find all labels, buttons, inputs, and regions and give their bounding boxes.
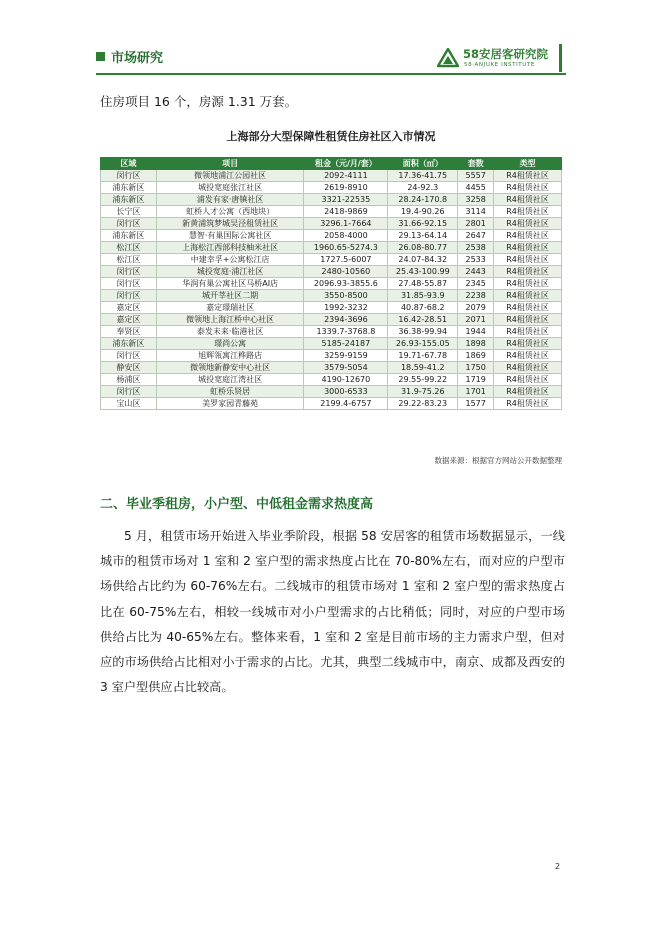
cell-project: 城投宽庭张江社区 (156, 182, 304, 194)
cell-district: 嘉定区 (101, 314, 157, 326)
cell-type: R4租赁社区 (494, 338, 562, 350)
table-row (101, 194, 562, 206)
cell-area: 19.4-90.26 (388, 206, 458, 218)
cell-area: 26.08-80.77 (388, 242, 458, 254)
cell-district: 闵行区 (101, 386, 157, 398)
table-row (101, 242, 562, 254)
cell-rent: 1992-3232 (304, 302, 388, 314)
cell-rent: 3000-6533 (304, 386, 388, 398)
cell-rent: 2418-9869 (304, 206, 388, 218)
cell-type: R4租赁社区 (494, 242, 562, 254)
cell-type: R4租赁社区 (494, 218, 562, 230)
cell-units: 2538 (458, 242, 494, 254)
cell-district: 松江区 (101, 242, 157, 254)
cell-units: 1701 (458, 386, 494, 398)
cell-district: 浦东新区 (101, 194, 157, 206)
cell-type: R4租赁社区 (494, 302, 562, 314)
section-body (100, 524, 565, 700)
column-header-units: 套数 (458, 158, 494, 170)
cell-area: 26.93-155.05 (388, 338, 458, 350)
cell-area: 25.43-100.99 (388, 266, 458, 278)
cell-type: R4租赁社区 (494, 362, 562, 374)
cell-units: 1577 (458, 398, 494, 410)
cell-type: R4租赁社区 (494, 230, 562, 242)
cell-type: R4租赁社区 (494, 266, 562, 278)
cell-district: 宝山区 (101, 398, 157, 410)
cell-district: 闵行区 (101, 278, 157, 290)
cell-project: 上海松江西部科技柚米社区 (156, 242, 304, 254)
table-row (101, 386, 562, 398)
cell-district: 嘉定区 (101, 302, 157, 314)
cell-units: 2079 (458, 302, 494, 314)
cell-type: R4租赁社区 (494, 290, 562, 302)
column-header-project: 项目 (156, 158, 304, 170)
cell-area: 28.24-170.8 (388, 194, 458, 206)
table-row (101, 278, 562, 290)
cell-units: 4455 (458, 182, 494, 194)
logo-text-en: 58·ANJUKE INSTITUTE (464, 62, 535, 68)
cell-type: R4租赁社区 (494, 254, 562, 266)
cell-district: 闵行区 (101, 170, 157, 182)
cell-type: R4租赁社区 (494, 182, 562, 194)
cell-area: 27.48-55.87 (388, 278, 458, 290)
cell-district: 松江区 (101, 254, 157, 266)
cell-area: 29.13-64.14 (388, 230, 458, 242)
cell-district: 闵行区 (101, 350, 157, 362)
cell-district: 浦东新区 (101, 338, 157, 350)
cell-rent: 1727.5-6007 (304, 254, 388, 266)
cell-units: 2345 (458, 278, 494, 290)
cell-rent: 2394-3696 (304, 314, 388, 326)
cell-rent: 2199.4-6757 (304, 398, 388, 410)
cell-project: 城投宽庭江湾社区 (156, 374, 304, 386)
column-header-rent: 租金（元/月/套） (304, 158, 388, 170)
table-row (101, 170, 562, 182)
cell-project: 城投宽庭·浦江社区 (156, 266, 304, 278)
cell-units: 1898 (458, 338, 494, 350)
cell-district: 浦东新区 (101, 230, 157, 242)
cell-rent: 5185-24187 (304, 338, 388, 350)
cell-district: 奉贤区 (101, 326, 157, 338)
cell-district: 杨浦区 (101, 374, 157, 386)
cell-rent: 2092-4111 (304, 170, 388, 182)
table-row (101, 398, 562, 410)
cell-units: 1750 (458, 362, 494, 374)
cell-project: 虹桥乐贤居 (156, 386, 304, 398)
cell-district: 浦东新区 (101, 182, 157, 194)
cell-area: 31.66-92.15 (388, 218, 458, 230)
cell-project: 嘉定璟瑞社区 (156, 302, 304, 314)
cell-units: 3258 (458, 194, 494, 206)
cell-area: 16.42-28.51 (388, 314, 458, 326)
cell-project: 泰发未来·临港社区 (156, 326, 304, 338)
page-header (96, 44, 566, 76)
cell-district: 闵行区 (101, 290, 157, 302)
header-square-icon (96, 52, 105, 61)
cell-project: 虹桥人才公寓（西地块） (156, 206, 304, 218)
body-paragraph: 5 月，租赁市场开始进入毕业季阶段，根据 58 安居客的租赁市场数据显示，一线城市的租赁市场对 1 室和 2 室户型的需求热度占比在 70-80%左右，而对应的户型市场供给占比约为 60-76%左右。二线城市的租赁市场对 1 室和 2 室户型的需求热度占比在 60-75%左右，相较一线城市对小户型需求的占比稍低；同时，对应的户型市场供给占比为 40-65%左右。整体来看，1 室和 2 室是目前市场的主力需求户型，但对应的市场供给占比相对小于需求的占比。尤其，典型二线城市中，南京、成都及西安的 3 室户型供应占比较高。 (100, 529, 565, 695)
cell-area: 17.36-41.75 (388, 170, 458, 182)
section-heading: 二、毕业季租房，小户型、中低租金需求热度高 (100, 497, 374, 512)
cell-district: 闵行区 (101, 218, 157, 230)
cell-units: 2533 (458, 254, 494, 266)
cell-type: R4租赁社区 (494, 314, 562, 326)
cell-type: R4租赁社区 (494, 326, 562, 338)
cell-type: R4租赁社区 (494, 194, 562, 206)
header-title: 市场研究 (111, 51, 164, 66)
cell-rent: 4190-12670 (304, 374, 388, 386)
cell-rent: 2619-8910 (304, 182, 388, 194)
cell-rent: 1339.7-3768.8 (304, 326, 388, 338)
cell-project: 微领地新静安中心社区 (156, 362, 304, 374)
table-row (101, 374, 562, 386)
cell-units: 2801 (458, 218, 494, 230)
cell-type: R4租赁社区 (494, 386, 562, 398)
table-title: 上海部分大型保障性租赁住房社区入市情况 (226, 130, 436, 143)
cell-type: R4租赁社区 (494, 374, 562, 386)
cell-district: 长宁区 (101, 206, 157, 218)
cell-type: R4租赁社区 (494, 278, 562, 290)
cell-rent: 2480-10560 (304, 266, 388, 278)
table-header-row (101, 158, 562, 170)
table-row (101, 314, 562, 326)
cell-type: R4租赁社区 (494, 170, 562, 182)
cell-units: 1869 (458, 350, 494, 362)
table-row (101, 338, 562, 350)
column-header-type: 类型 (494, 158, 562, 170)
cell-units: 5557 (458, 170, 494, 182)
cell-rent: 3579-5054 (304, 362, 388, 374)
cell-area: 29.22-83.23 (388, 398, 458, 410)
table-row (101, 290, 562, 302)
table-row (101, 362, 562, 374)
data-source-note: 数据来源：根据官方网站公开数据整理 (434, 456, 562, 465)
cell-units: 1719 (458, 374, 494, 386)
table-row (101, 350, 562, 362)
table-row (101, 182, 562, 194)
page-number: 2 (555, 862, 561, 871)
column-header-area: 面积（㎡） (388, 158, 458, 170)
cell-project: 城开莘社区二期 (156, 290, 304, 302)
cell-project: 璟尚公寓 (156, 338, 304, 350)
logo-text-cn: 58安居客研究院 (463, 47, 549, 61)
table-body (101, 170, 562, 410)
cell-project: 微领地浦江公园社区 (156, 170, 304, 182)
brand-logo (437, 44, 562, 74)
cell-units: 1944 (458, 326, 494, 338)
cell-area: 31.9-75.26 (388, 386, 458, 398)
cell-area: 40.87-68.2 (388, 302, 458, 314)
table-row (101, 218, 562, 230)
column-header-district: 区域 (101, 158, 157, 170)
cell-rent: 3321-22535 (304, 194, 388, 206)
table-row (101, 206, 562, 218)
cell-project: 旭辉瓴寓江桦路店 (156, 350, 304, 362)
cell-rent: 1960.65-5274.3 (304, 242, 388, 254)
cell-area: 31.85-93.9 (388, 290, 458, 302)
cell-rent: 3296.1-7664 (304, 218, 388, 230)
cell-units: 2071 (458, 314, 494, 326)
table-row (101, 230, 562, 242)
cell-project: 微领地上海江桥中心社区 (156, 314, 304, 326)
cell-units: 2443 (458, 266, 494, 278)
cell-project: 新黄浦筑梦城吴泾租赁社区 (156, 218, 304, 230)
cell-project: 中建幸孚+公寓松江店 (156, 254, 304, 266)
cell-units: 3114 (458, 206, 494, 218)
cell-type: R4租赁社区 (494, 398, 562, 410)
cell-project: 美罗家园青藤苑 (156, 398, 304, 410)
header-vertical-bar (559, 44, 562, 72)
cell-project: 华润有巢公寓社区马桥AI店 (156, 278, 304, 290)
cell-units: 2238 (458, 290, 494, 302)
cell-area: 36.38-99.94 (388, 326, 458, 338)
cell-district: 静安区 (101, 362, 157, 374)
cell-rent: 2058-4000 (304, 230, 388, 242)
cell-rent: 3259-9159 (304, 350, 388, 362)
lead-text: 住房项目 16 个，房源 1.31 万套。 (100, 94, 298, 109)
cell-project: 慧智·有巢国际公寓社区 (156, 230, 304, 242)
table-row (101, 266, 562, 278)
cell-area: 18.59-41.2 (388, 362, 458, 374)
table-row (101, 254, 562, 266)
header-divider (96, 73, 566, 75)
cell-area: 19.71-67.78 (388, 350, 458, 362)
cell-district: 闵行区 (101, 266, 157, 278)
cell-type: R4租赁社区 (494, 206, 562, 218)
house-logo-icon (437, 48, 459, 68)
cell-area: 24.07-84.32 (388, 254, 458, 266)
cell-units: 2647 (458, 230, 494, 242)
rental-community-table (100, 157, 562, 410)
cell-rent: 3550-8500 (304, 290, 388, 302)
table-row (101, 302, 562, 314)
cell-area: 29.55-99.22 (388, 374, 458, 386)
cell-type: R4租赁社区 (494, 350, 562, 362)
cell-project: 浦发有家·唐镇社区 (156, 194, 304, 206)
cell-rent: 2096.93-3855.6 (304, 278, 388, 290)
table-row (101, 326, 562, 338)
cell-area: 24-92.3 (388, 182, 458, 194)
